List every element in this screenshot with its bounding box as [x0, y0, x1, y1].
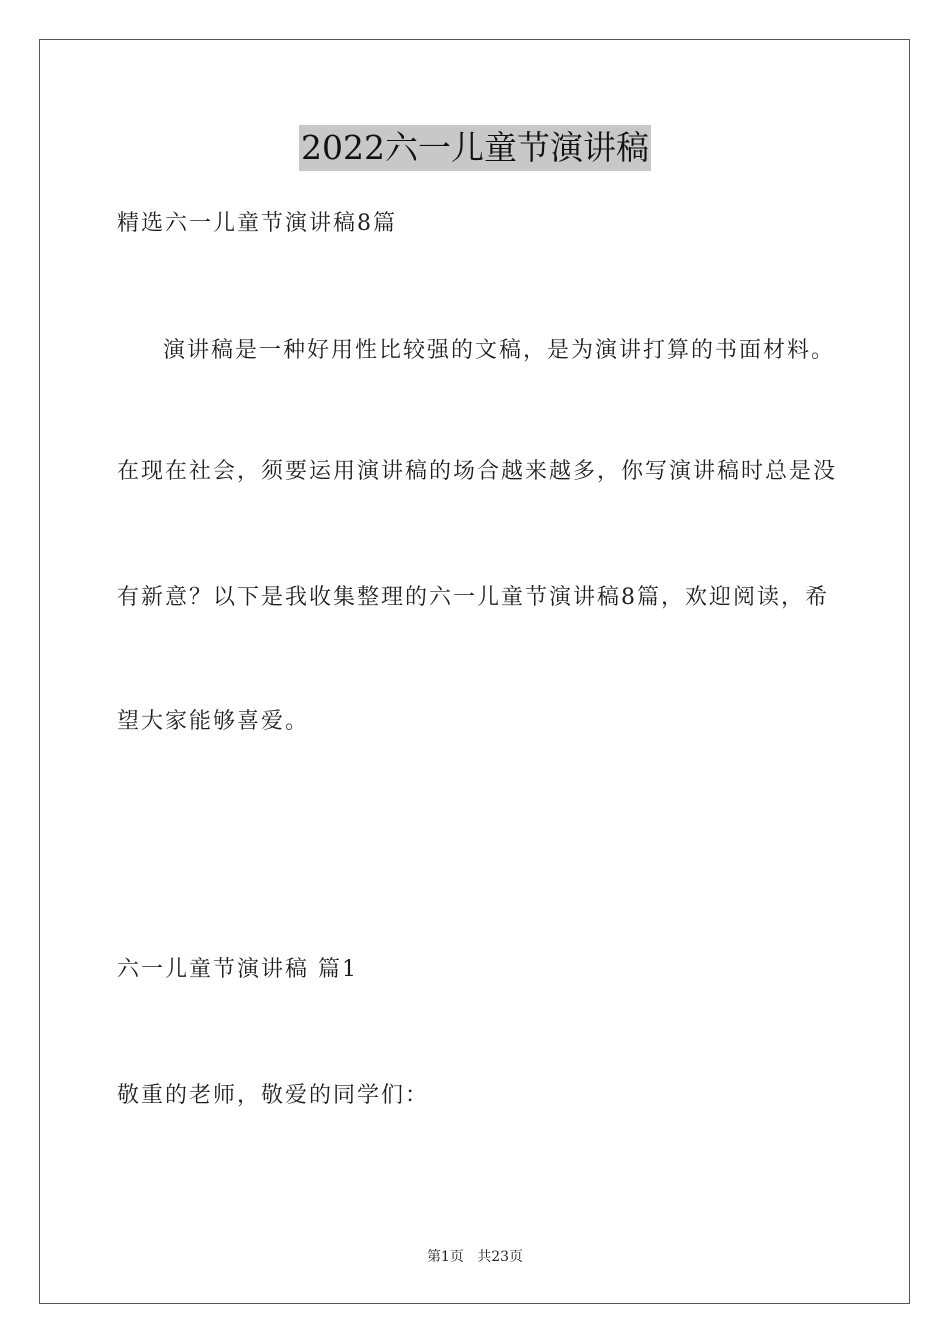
salutation: 敬重的老师，敬爱的同学们：: [117, 1083, 430, 1108]
page-footer: [0, 1247, 950, 1267]
document-title: 2022六一儿童节演讲稿: [299, 125, 651, 171]
intro-paragraph-line-4: 望大家能够喜爱。: [117, 709, 310, 734]
total-pages: 共23页: [477, 1249, 524, 1265]
document-subtitle: 精选六一儿童节演讲稿8篇: [117, 211, 397, 236]
section-heading: 六一儿童节演讲稿 篇1: [117, 957, 358, 982]
title-container: [0, 125, 950, 171]
intro-paragraph-line-2: 在现在社会，须要运用演讲稿的场合越来越多，你写演讲稿时总是没: [117, 459, 838, 484]
page-number: 第1页: [426, 1249, 464, 1265]
intro-paragraph-line-1: 演讲稿是一种好用性比较强的文稿，是为演讲打算的书面材料。: [163, 338, 836, 363]
intro-paragraph-line-3: 有新意？以下是我收集整理的六一儿童节演讲稿8篇，欢迎阅读，希: [117, 585, 829, 610]
